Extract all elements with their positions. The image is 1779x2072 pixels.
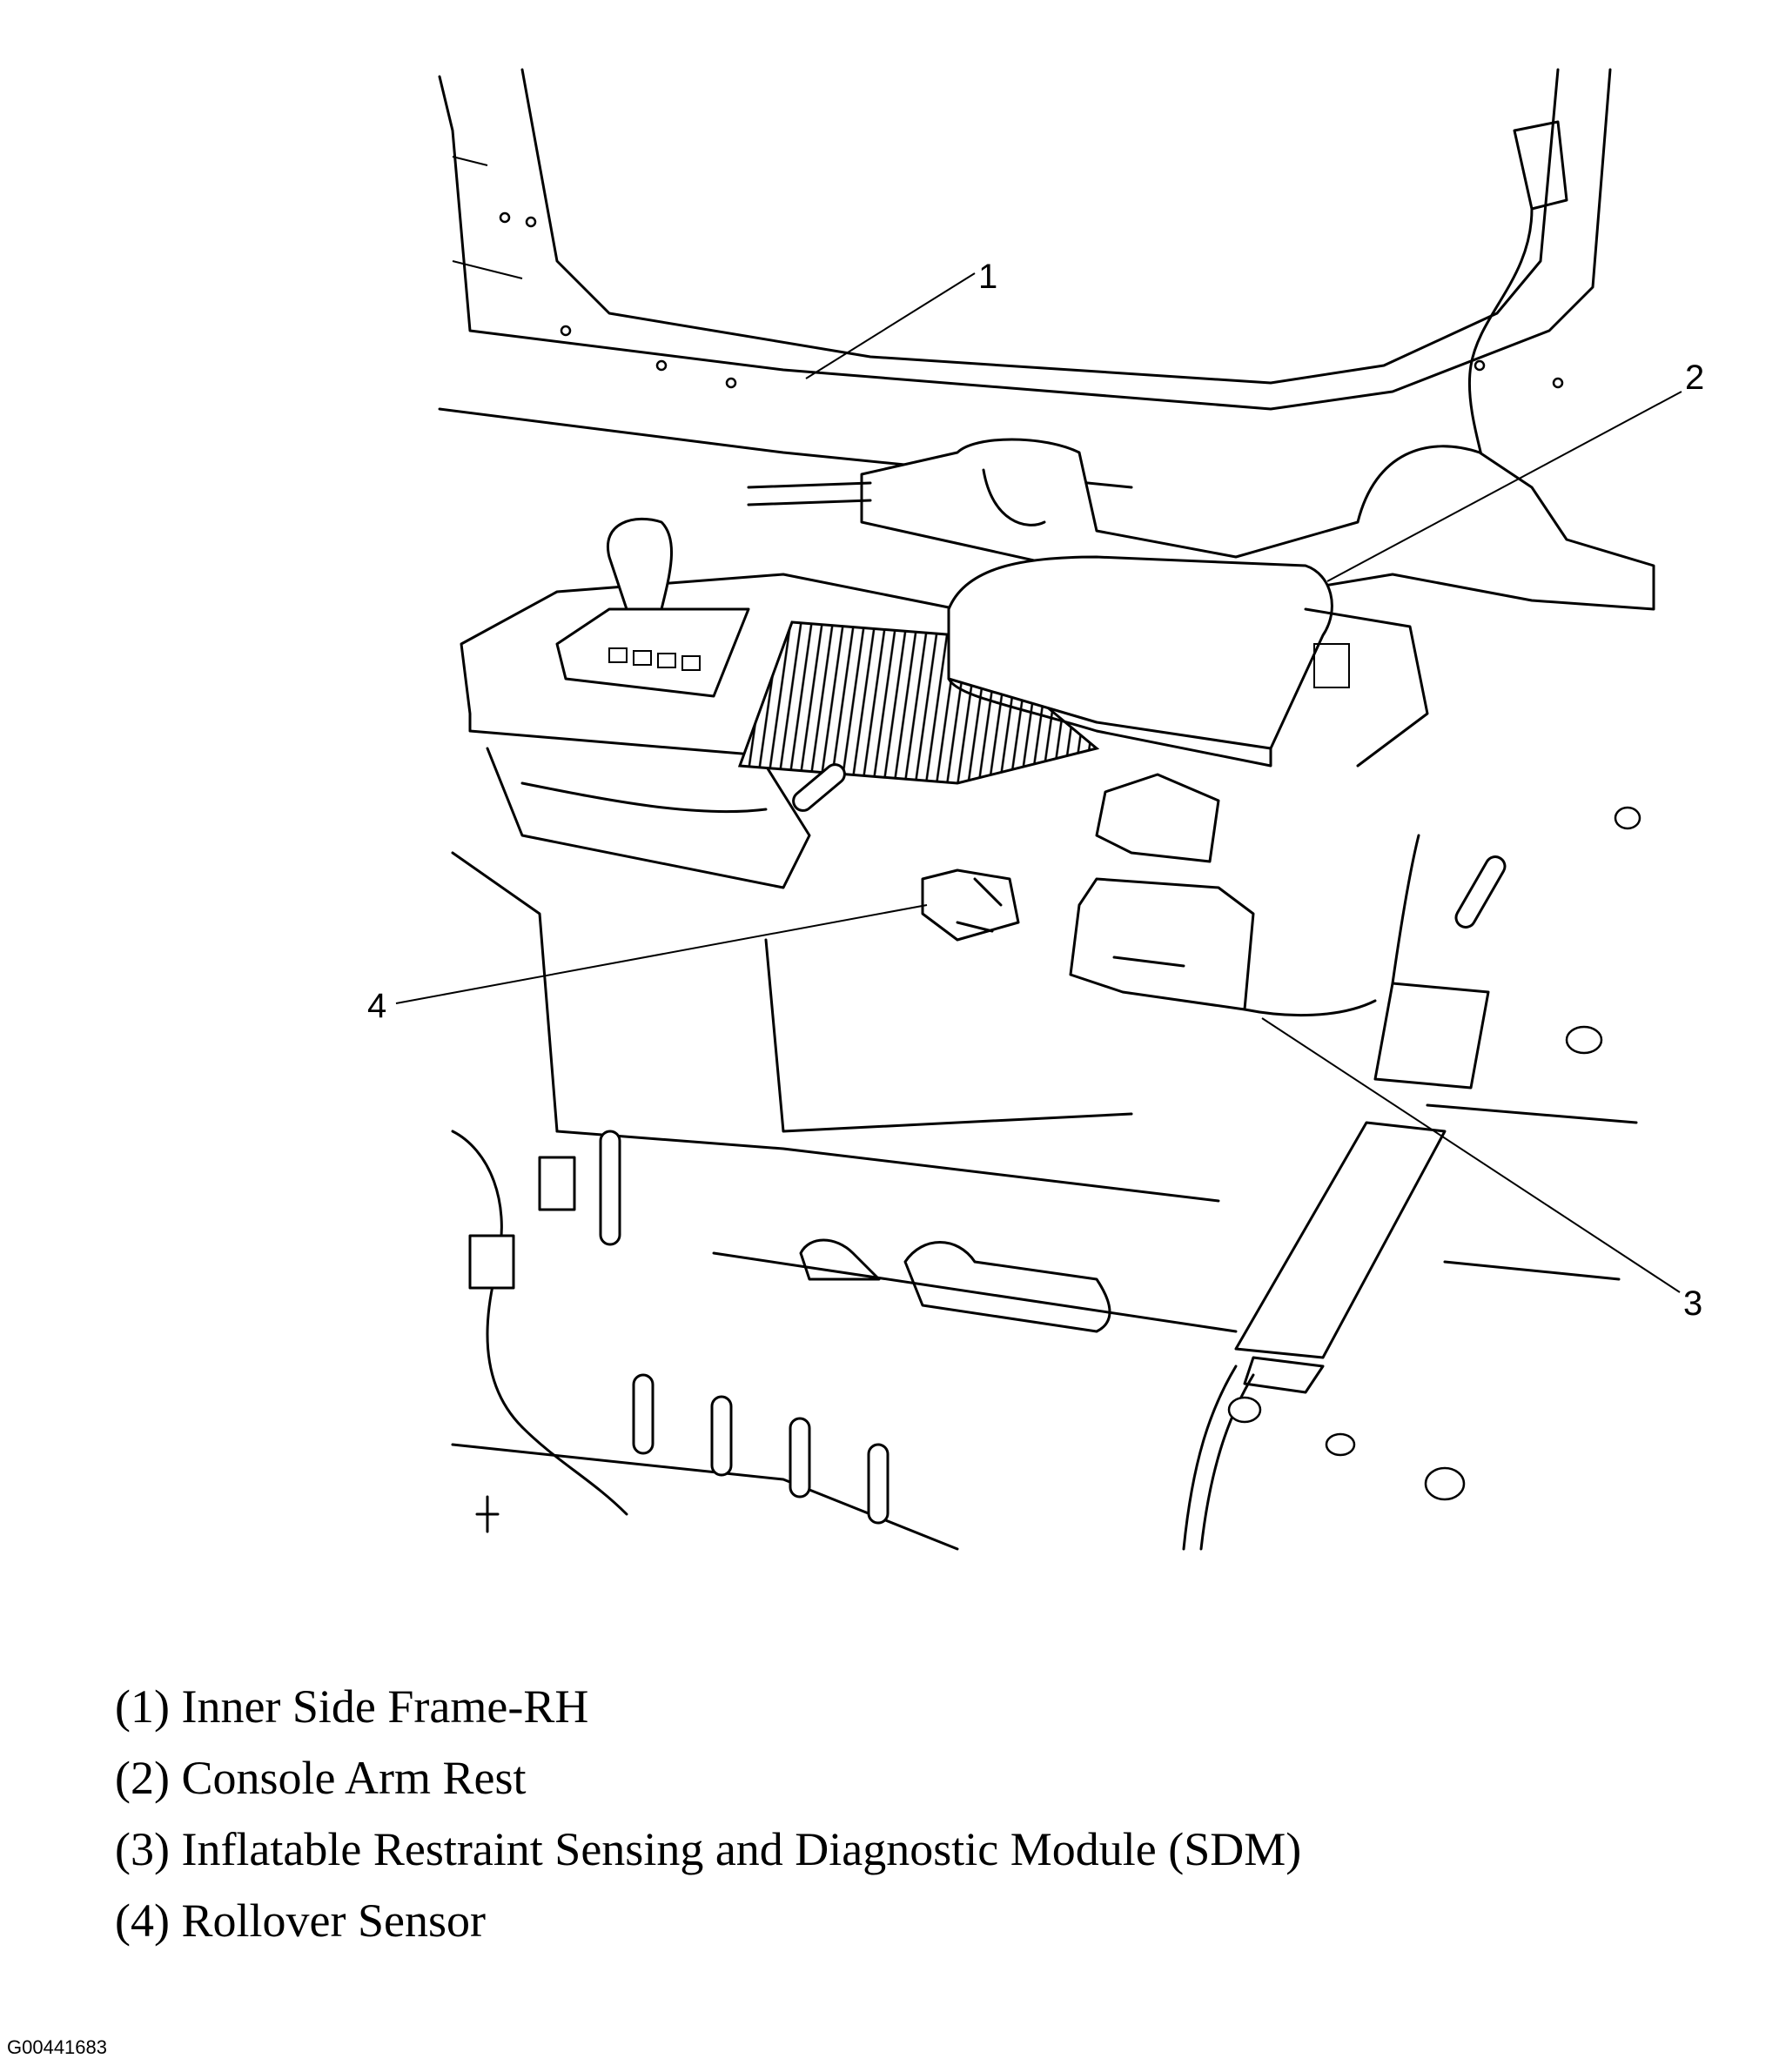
legend-item: (3) Inflatable Restraint Sensing and Diagnostic Module (SDM)	[115, 1823, 1302, 1875]
legend-item: (4) Rollover Sensor	[115, 1894, 486, 1947]
callout-3: 3	[1683, 1284, 1703, 1323]
legend-item: (1) Inner Side Frame-RH	[115, 1680, 589, 1733]
rollover-sensor-bracket	[923, 870, 1018, 940]
callout-2: 2	[1685, 359, 1705, 397]
parts-legend	[115, 1671, 1301, 1956]
callout-4: 4	[367, 987, 387, 1025]
sdm-module	[1071, 774, 1488, 1088]
figure-id: G00441683	[7, 2036, 107, 2058]
leader-line-4	[396, 905, 927, 1003]
legend-item: (2) Console Arm Rest	[115, 1752, 527, 1804]
callout-1: 1	[978, 258, 998, 296]
